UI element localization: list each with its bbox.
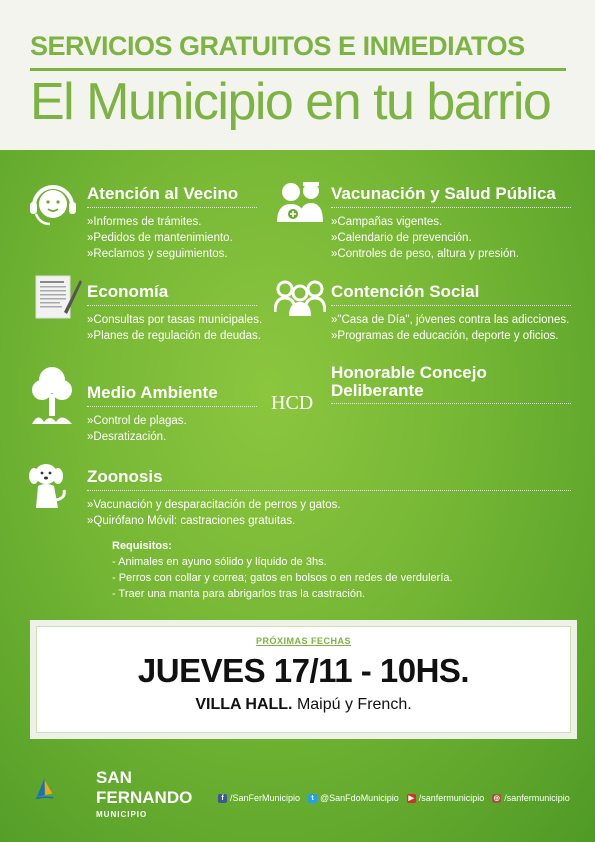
service-items — [87, 497, 571, 529]
requisitos — [112, 538, 453, 602]
social-links — [218, 793, 574, 803]
dog-icon — [26, 462, 70, 510]
divider — [331, 304, 571, 306]
facebook-icon: f — [218, 794, 227, 803]
divider — [87, 405, 257, 407]
next-dates-label: PRÓXIMAS FECHAS — [255, 636, 351, 646]
divider — [87, 304, 257, 306]
twitter-icon: t — [308, 794, 317, 803]
service-contencion-social — [331, 282, 571, 344]
document-icon — [34, 272, 82, 322]
event-date: JUEVES 17/11 - 10HS. — [137, 652, 470, 689]
social-twitter[interactable] — [308, 793, 399, 803]
requisitos-title: Requisitos: — [112, 540, 172, 552]
list-item: - Perros con collar y correa; gatos en bolsos o en redes de verdulería. — [112, 572, 453, 584]
service-vacunacion — [331, 184, 571, 262]
divider — [87, 489, 571, 491]
service-items — [87, 214, 257, 262]
sail-logo-icon — [34, 756, 94, 822]
service-economia — [87, 282, 263, 344]
event-place — [36, 696, 571, 714]
service-title: Medio Ambiente — [87, 383, 218, 402]
service-title: Atención al Vecino — [87, 184, 239, 203]
social-youtube[interactable] — [407, 793, 485, 803]
list-item: »Programas de educación, deporte y oficios. — [331, 330, 559, 342]
list-item: »Informes de trámites. — [87, 216, 202, 228]
tree-icon — [30, 364, 74, 426]
event-box — [30, 620, 577, 739]
list-item: »Campañas vigentes. — [331, 216, 443, 228]
instagram-icon: ◎ — [493, 794, 500, 802]
social-instagram[interactable] — [492, 793, 570, 803]
logo-line1: SAN — [96, 768, 132, 787]
logo-text — [96, 768, 192, 808]
list-item: - Animales en ayuno sólido y líquido de 3hs. — [112, 556, 327, 568]
facebook-handle: /SanFerMunicipio — [230, 793, 301, 803]
header-subtitle: SERVICIOS GRATUITOS E INMEDIATOS — [30, 31, 525, 61]
instagram-handle: /sanfermunicipio — [504, 793, 570, 803]
list-item: »Vacunación y desparacitación de perros y gatos. — [87, 499, 341, 511]
divider — [331, 206, 571, 208]
service-items — [87, 413, 257, 445]
service-title-line1: Honorable Concejo — [331, 363, 487, 382]
headset-agent-icon — [26, 180, 80, 230]
service-medio-ambiente — [87, 383, 257, 445]
header-divider — [30, 68, 566, 71]
service-title: Contención Social — [331, 282, 480, 301]
medical-staff-icon — [275, 178, 327, 226]
list-item: »Pedidos de mantenimiento. — [87, 232, 233, 244]
list-item: - Traer una manta para abrigarlos tras la castración. — [112, 588, 366, 600]
header — [0, 0, 595, 150]
service-title-line2: Deliberante — [331, 381, 424, 400]
list-item: »"Casa de Día", jóvenes contra las adicciones. — [331, 314, 570, 326]
service-items — [331, 214, 571, 262]
twitter-handle: @SanFdoMunicipio — [320, 793, 399, 803]
list-item: »Planes de regulación de deudas. — [87, 330, 261, 342]
service-atencion-vecino — [87, 184, 257, 262]
group-people-icon — [274, 278, 326, 318]
page-title: El Municipio en tu barrio — [30, 73, 551, 131]
service-zoonosis — [87, 467, 571, 529]
logo-subtitle: MUNICIPIO — [96, 810, 148, 819]
event-place-address: Maipú y French. — [292, 696, 412, 713]
list-item: »Desratización. — [87, 431, 167, 443]
divider — [331, 402, 571, 404]
service-title: Economía — [87, 282, 169, 301]
service-items — [331, 312, 571, 344]
service-items — [87, 312, 263, 344]
list-item: »Quirófano Móvil: castraciones gratuitas. — [87, 515, 296, 527]
event-place-name: VILLA HALL. — [195, 696, 293, 713]
hcd-badge: HCD — [271, 392, 314, 414]
list-item: »Consultas por tasas municipales. — [87, 314, 263, 326]
service-title: Zoonosis — [87, 467, 163, 486]
service-title: Vacunación y Salud Pública — [331, 184, 556, 203]
event-box-inner — [36, 626, 571, 733]
divider — [87, 206, 257, 208]
logo-line2: FERNANDO — [96, 788, 193, 807]
youtube-icon: ▶ — [408, 794, 414, 802]
list-item: »Reclamos y seguimientos. — [87, 248, 228, 260]
social-facebook[interactable] — [218, 793, 300, 803]
youtube-handle: /sanfermunicipio — [418, 793, 485, 803]
list-item: »Controles de peso, altura y presión. — [331, 248, 519, 260]
list-item: »Control de plagas. — [87, 415, 187, 427]
service-hcd — [331, 364, 571, 404]
list-item: »Calendario de prevención. — [331, 232, 472, 244]
